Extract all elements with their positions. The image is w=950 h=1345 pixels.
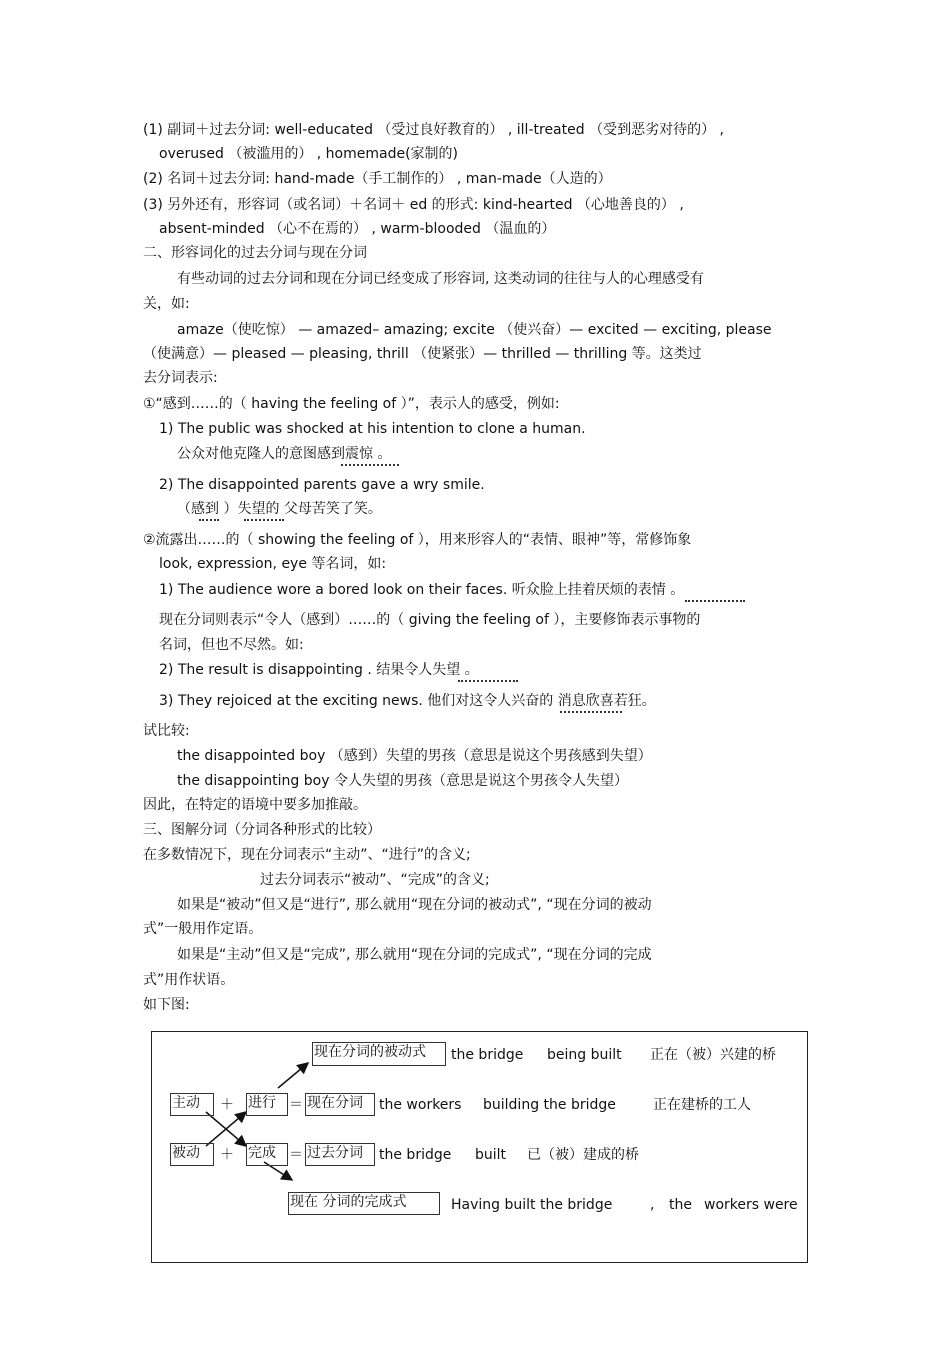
box-present-participle-perfect: 现在 分词的完成式	[288, 1192, 440, 1215]
intro-line-1: 有些动词的过去分词和现在分词已经变成了形容词, 这类动词的往往与人的心理感受有	[177, 271, 704, 287]
usage-2-line-1: ②流露出……的（ showing the feeling of ），用来形容人的“表情、眼神”等，常修饰象	[143, 532, 692, 548]
section-3-heading: 三、图解分词（分词各种形式的比较）	[143, 822, 381, 838]
meaning-line-6: 式”用作状语。	[143, 972, 235, 988]
example-1-translation: 公众对他克隆人的意图感到震惊 。	[177, 446, 392, 462]
row4-rest: workers were	[704, 1197, 798, 1213]
row1-form: being built	[547, 1047, 622, 1063]
verbs-line-1: amaze（使吃惊） — amazed– amazing; excite （使兴奋）— excited — exciting, please	[177, 322, 772, 338]
equals-sign: ＝	[289, 1097, 303, 1113]
intro-line-2: 关，如:	[143, 296, 190, 312]
meaning-line-2: 过去分词表示“被动”、“完成”的含义;	[260, 872, 490, 888]
meaning-line-4: 式”一般用作定语。	[143, 921, 263, 937]
compare-heading: 试比较:	[143, 723, 190, 739]
usage-2-line-2: look, expression, eye 等名词，如:	[159, 556, 387, 572]
arrow-to-passive-form	[278, 1063, 308, 1088]
rule-3-line-1: (3) 另外还有，形容词（或名词）＋名词＋ ed 的形式: kind-hearted （心地善良的） ,	[143, 197, 684, 213]
rule-1-line-2: overused （被滥用的） , homemade(家制的)	[159, 146, 459, 162]
verbs-line-3: 去分词表示:	[143, 370, 218, 386]
compare-line-2: the disappointing boy 令人失望的男孩（意思是说这个男孩令人失望）	[177, 773, 628, 789]
box-present-participle-passive: 现在分词的被动式	[312, 1042, 446, 1066]
row4-comma: ,	[650, 1197, 655, 1213]
row3-phrase: the bridge	[379, 1147, 452, 1163]
compare-line-1: the disappointed boy （感到）失望的男孩（意思是说这个男孩感到失望）	[177, 748, 652, 764]
rule-3-line-2: absent-minded （心不在焉的） , warm-blooded （温血的）	[159, 221, 556, 237]
rule-1-line-1: (1) 副词＋过去分词: well-educated （受过良好教育的） , ill-treated （受到恶劣对待的） ,	[143, 122, 724, 138]
row3-form: built	[475, 1147, 507, 1163]
plus-sign: ＋	[220, 1097, 234, 1113]
meaning-line-1: 在多数情况下，现在分词表示“主动”、“进行”的含义;	[143, 847, 471, 863]
box-complete: 完成	[246, 1143, 288, 1166]
box-active: 主动	[170, 1093, 214, 1116]
box-present-participle: 现在分词	[305, 1093, 375, 1116]
conclusion: 因此，在特定的语境中要多加推敲。	[143, 797, 367, 813]
example-1: 1) The public was shocked at his intention to clone a human.	[159, 421, 586, 437]
box-passive: 被动	[170, 1143, 214, 1166]
row1-meaning: 正在（被）兴建的桥	[650, 1047, 776, 1063]
rule-2-line: (2) 名词＋过去分词: hand-made（手工制作的） , man-made（人造的）	[143, 171, 612, 187]
section-2-heading: 二、形容词化的过去分词与现在分词	[143, 245, 367, 261]
present-participle-note-1: 现在分词则表示“令人（感到）……的（ giving the feeling of ），主要修饰表示事物的	[159, 612, 701, 628]
verbs-line-2: （使满意）— pleased — pleasing, thrill （使紧张）— thrilled — thrilling 等。这类过	[143, 346, 702, 362]
example-5: 3) They rejoiced at the exciting news. 他们对这令人兴奋的 消息欣喜若狂。	[159, 693, 656, 709]
plus-sign: ＋	[220, 1147, 234, 1163]
example-2-translation: （感到 ）失望的 父母苦笑了笑。	[177, 501, 382, 517]
example-2: 2) The disappointed parents gave a wry smile.	[159, 477, 485, 493]
meaning-line-5: 如果是“主动”但又是“完成”, 那么就用“现在分词的完成式”, “现在分词的完成	[177, 947, 652, 963]
row1-phrase: the bridge	[451, 1047, 524, 1063]
row3-meaning: 已（被）建成的桥	[527, 1147, 639, 1163]
equals-sign: ＝	[289, 1147, 303, 1163]
figure-intro: 如下图:	[143, 997, 190, 1013]
usage-1: ①“感到……的（ having the feeling of ）”，表示人的感受，例如:	[143, 396, 560, 412]
row2-form: building the bridge	[483, 1097, 616, 1113]
box-past-participle: 过去分词	[305, 1143, 375, 1166]
meaning-line-3: 如果是“被动”但又是“进行”, 那么就用“现在分词的被动式”, “现在分词的被动	[177, 897, 652, 913]
present-participle-note-2: 名词，但也不尽然。如:	[159, 637, 304, 653]
example-3: 1) The audience wore a bored look on their faces. 听众脸上挂着厌烦的表情 。	[159, 582, 685, 598]
example-4: 2) The result is disappointing . 结果令人失望 。	[159, 662, 479, 678]
box-progressive: 进行	[246, 1093, 288, 1116]
row2-phrase: the workers	[379, 1097, 462, 1113]
row2-meaning: 正在建桥的工人	[653, 1097, 751, 1113]
row4-phrase: Having built the bridge	[451, 1197, 613, 1213]
row4-the: the	[669, 1197, 692, 1213]
